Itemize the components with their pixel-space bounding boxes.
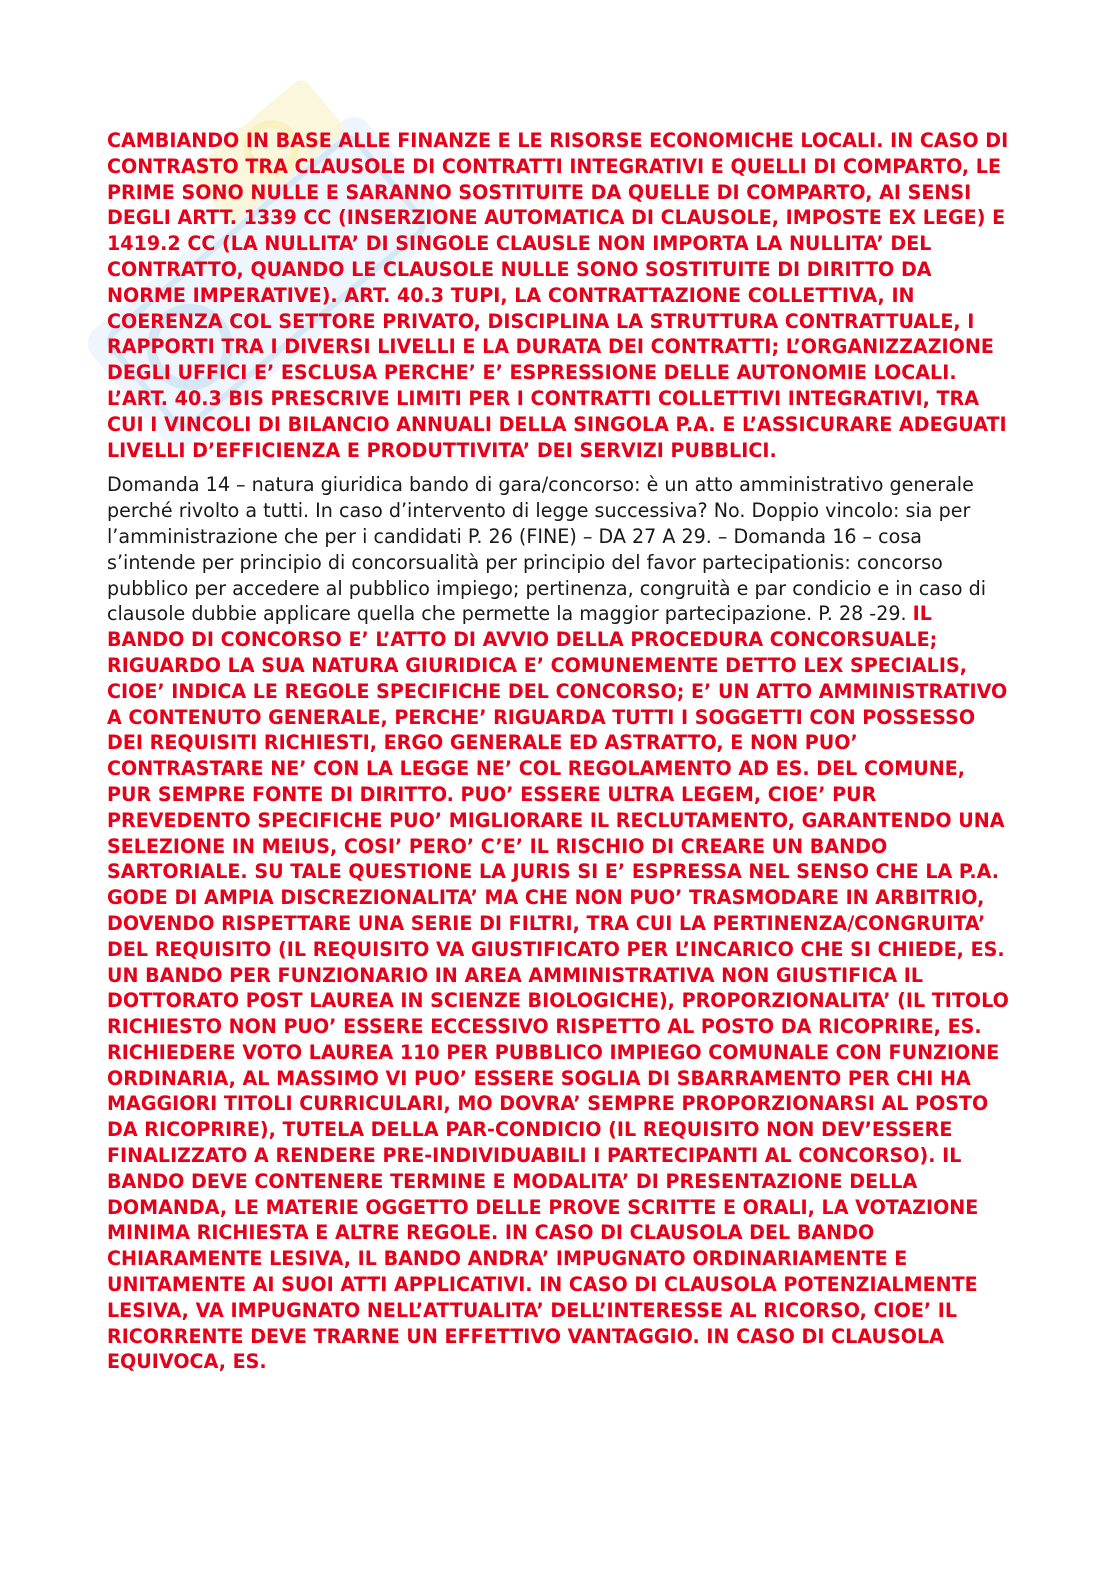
- paragraph-2-normal-text: Domanda 14 – natura giuridica bando di gara/concorso: è un atto amministrativo generale perché rivolto a tutti. In caso d’intervento di legge successiva? No. Doppio vincolo: sia per l’amministrazione che per i candidati P. 26 (FINE) – DA 27 A 29. – Domanda 16 – cosa s’intende per principio di concorsualità per principio del favor partecipationis: concorso pubblico per accedere al pubblico impiego; pertinenza, congruità e par condicio e in caso di clausole dubbie applicare quella che permette la maggior partecipazione. P. 28 -29.: [107, 473, 987, 626]
- document-page: [107, 128, 1012, 1375]
- paragraph-1-red-text: CAMBIANDO IN BASE ALLE FINANZE E LE RISORSE ECONOMICHE LOCALI. IN CASO DI CONTRASTO TRA CLAUSOLE DI CONTRATTI INTEGRATIVI E QUELLI DI COMPARTO, LE PRIME SONO NULLE E SARANNO SOSTITUITE DA QUELLE DI COMPARTO, AI SENSI DEGLI ARTT. 1339 CC (INSERZIONE AUTOMATICA DI CLAUSOLE, IMPOSTE EX LEGE) E 1419.2 CC (LA NULLITA’ DI SINGOLE CLAUSLE NON IMPORTA LA NULLITA’ DEL CONTRATTO, QUANDO LE CLAUSOLE NULLE SONO SOSTITUITE DI DIRITTO DA NORME IMPERATIVE). ART. 40.3 TUPI, LA CONTRATTAZIONE COLLETTIVA, IN COERENZA COL SETTORE PRIVATO, DISCIPLINA LA STRUTTURA CONTRATTUALE, I RAPPORTI TRA I DIVERSI LIVELLI E LA DURATA DEI CONTRATTI; L’ORGANIZZAZIONE DEGLI UFFICI E’ ESCLUSA PERCHE’ E’ ESPRESSIONE DELLE AUTONOMIE LOCALI. L’ART. 40.3 BIS PRESCRIVE LIMITI PER I CONTRATTI COLLETTIVI INTEGRATIVI, TRA CUI I VINCOLI DI BILANCIO ANNUALI DELLA SINGOLA P.A. E L’ASSICURARE ADEGUATI LIVELLI D’EFFICIENZA E PRODUTTIVITA’ DEI SERVIZI PUBBLICI.: [107, 129, 1009, 462]
- paragraph-2: [107, 472, 1012, 1375]
- paragraph-1: [107, 128, 1012, 463]
- paragraph-2-red-text: IL BANDO DI CONCORSO E’ L’ATTO DI AVVIO DELLA PROCEDURA CONCORSUALE; RIGUARDO LA SUA NATURA GIURIDICA E’ COMUNEMENTE DETTO LEX SPECIALIS, CIOE’ INDICA LE REGOLE SPECIFICHE DEL CONCORSO; E’ UN ATTO AMMINISTRATIVO A CONTENUTO GENERALE, PERCHE’ RIGUARDA TUTTI I SOGGETTI CON POSSESSO DEI REQUISITI RICHIESTI, ERGO GENERALE ED ASTRATTO, E NON PUO’ CONTRASTARE NE’ CON LA LEGGE NE’ COL REGOLAMENTO AD ES. DEL COMUNE, PUR SEMPRE FONTE DI DIRITTO. PUO’ ESSERE ULTRA LEGEM, CIOE’ PUR PREVEDENTO SPECIFICHE PUO’ MIGLIORARE IL RECLUTAMENTO, GARANTENDO UNA SELEZIONE IN MEIUS, COSI’ PERO’ C’E’ IL RISCHIO DI CREARE UN BANDO SARTORIALE. SU TALE QUESTIONE LA JURIS SI E’ ESPRESSA NEL SENSO CHE LA P.A. GODE DI AMPIA DISCREZIONALITA’ MA CHE NON PUO’ TRASMODARE IN ARBITRIO, DOVENDO RISPETTARE UNA SERIE DI FILTRI, TRA CUI LA PERTINENZA/CONGRUITA’ DEL REQUISITO (IL REQUISITO VA GIUSTIFICATO PER L’INCARICO CHE SI CHIEDE, ES. UN BANDO PER FUNZIONARIO IN AREA AMMINISTRATIVA NON GIUSTIFICA IL DOTTORATO POST LAUREA IN SCIENZE BIOLOGICHE), PROPORZIONALITA’ (IL TITOLO RICHIESTO NON PUO’ ESSERE ECCESSIVO RISPETTO AL POSTO DA RICOPRIRE, ES. RICHIEDERE VOTO LAUREA 110 PER PUBBLICO IMPIEGO COMUNALE CON FUNZIONE ORDINARIA, AL MASSIMO VI PUO’ ESSERE SOGLIA DI SBARRAMENTO PER CHI HA MAGGIORI TITOLI CURRICULARI, MO DOVRA’ SEMPRE PROPORZIONARSI AL POSTO DA RICOPRIRE), TUTELA DELLA PAR-CONDICIO (IL REQUISITO NON DEV’ESSERE FINALIZZATO A RENDERE PRE-INDIVIDUABILI I PARTECIPANTI AL CONCORSO). IL BANDO DEVE CONTENERE TERMINE E MODALITA’ DI PRESENTAZIONE DELLA DOMANDA, LE MATERIE OGGETTO DELLE PROVE SCRITTE E ORALI, LA VOTAZIONE MINIMA RICHIESTA E ALTRE REGOLE. IN CASO DI CLAUSOLA DEL BANDO CHIARAMENTE LESIVA, IL BANDO ANDRA’ IMPUGNATO ORDINARIAMENTE E UNITAMENTE AI SUOI ATTI APPLICATIVI. IN CASO DI CLAUSOLA POTENZIALMENTE LESIVA, VA IMPUGNATO NELL’ATTUALITA’ DELL’INTERESSE AL RICORSO, CIOE’ IL RICORRENTE DEVE TRARNE UN EFFETTIVO VANTAGGIO. IN CASO DI CLAUSOLA EQUIVOCA, ES.: [107, 602, 1009, 1374]
